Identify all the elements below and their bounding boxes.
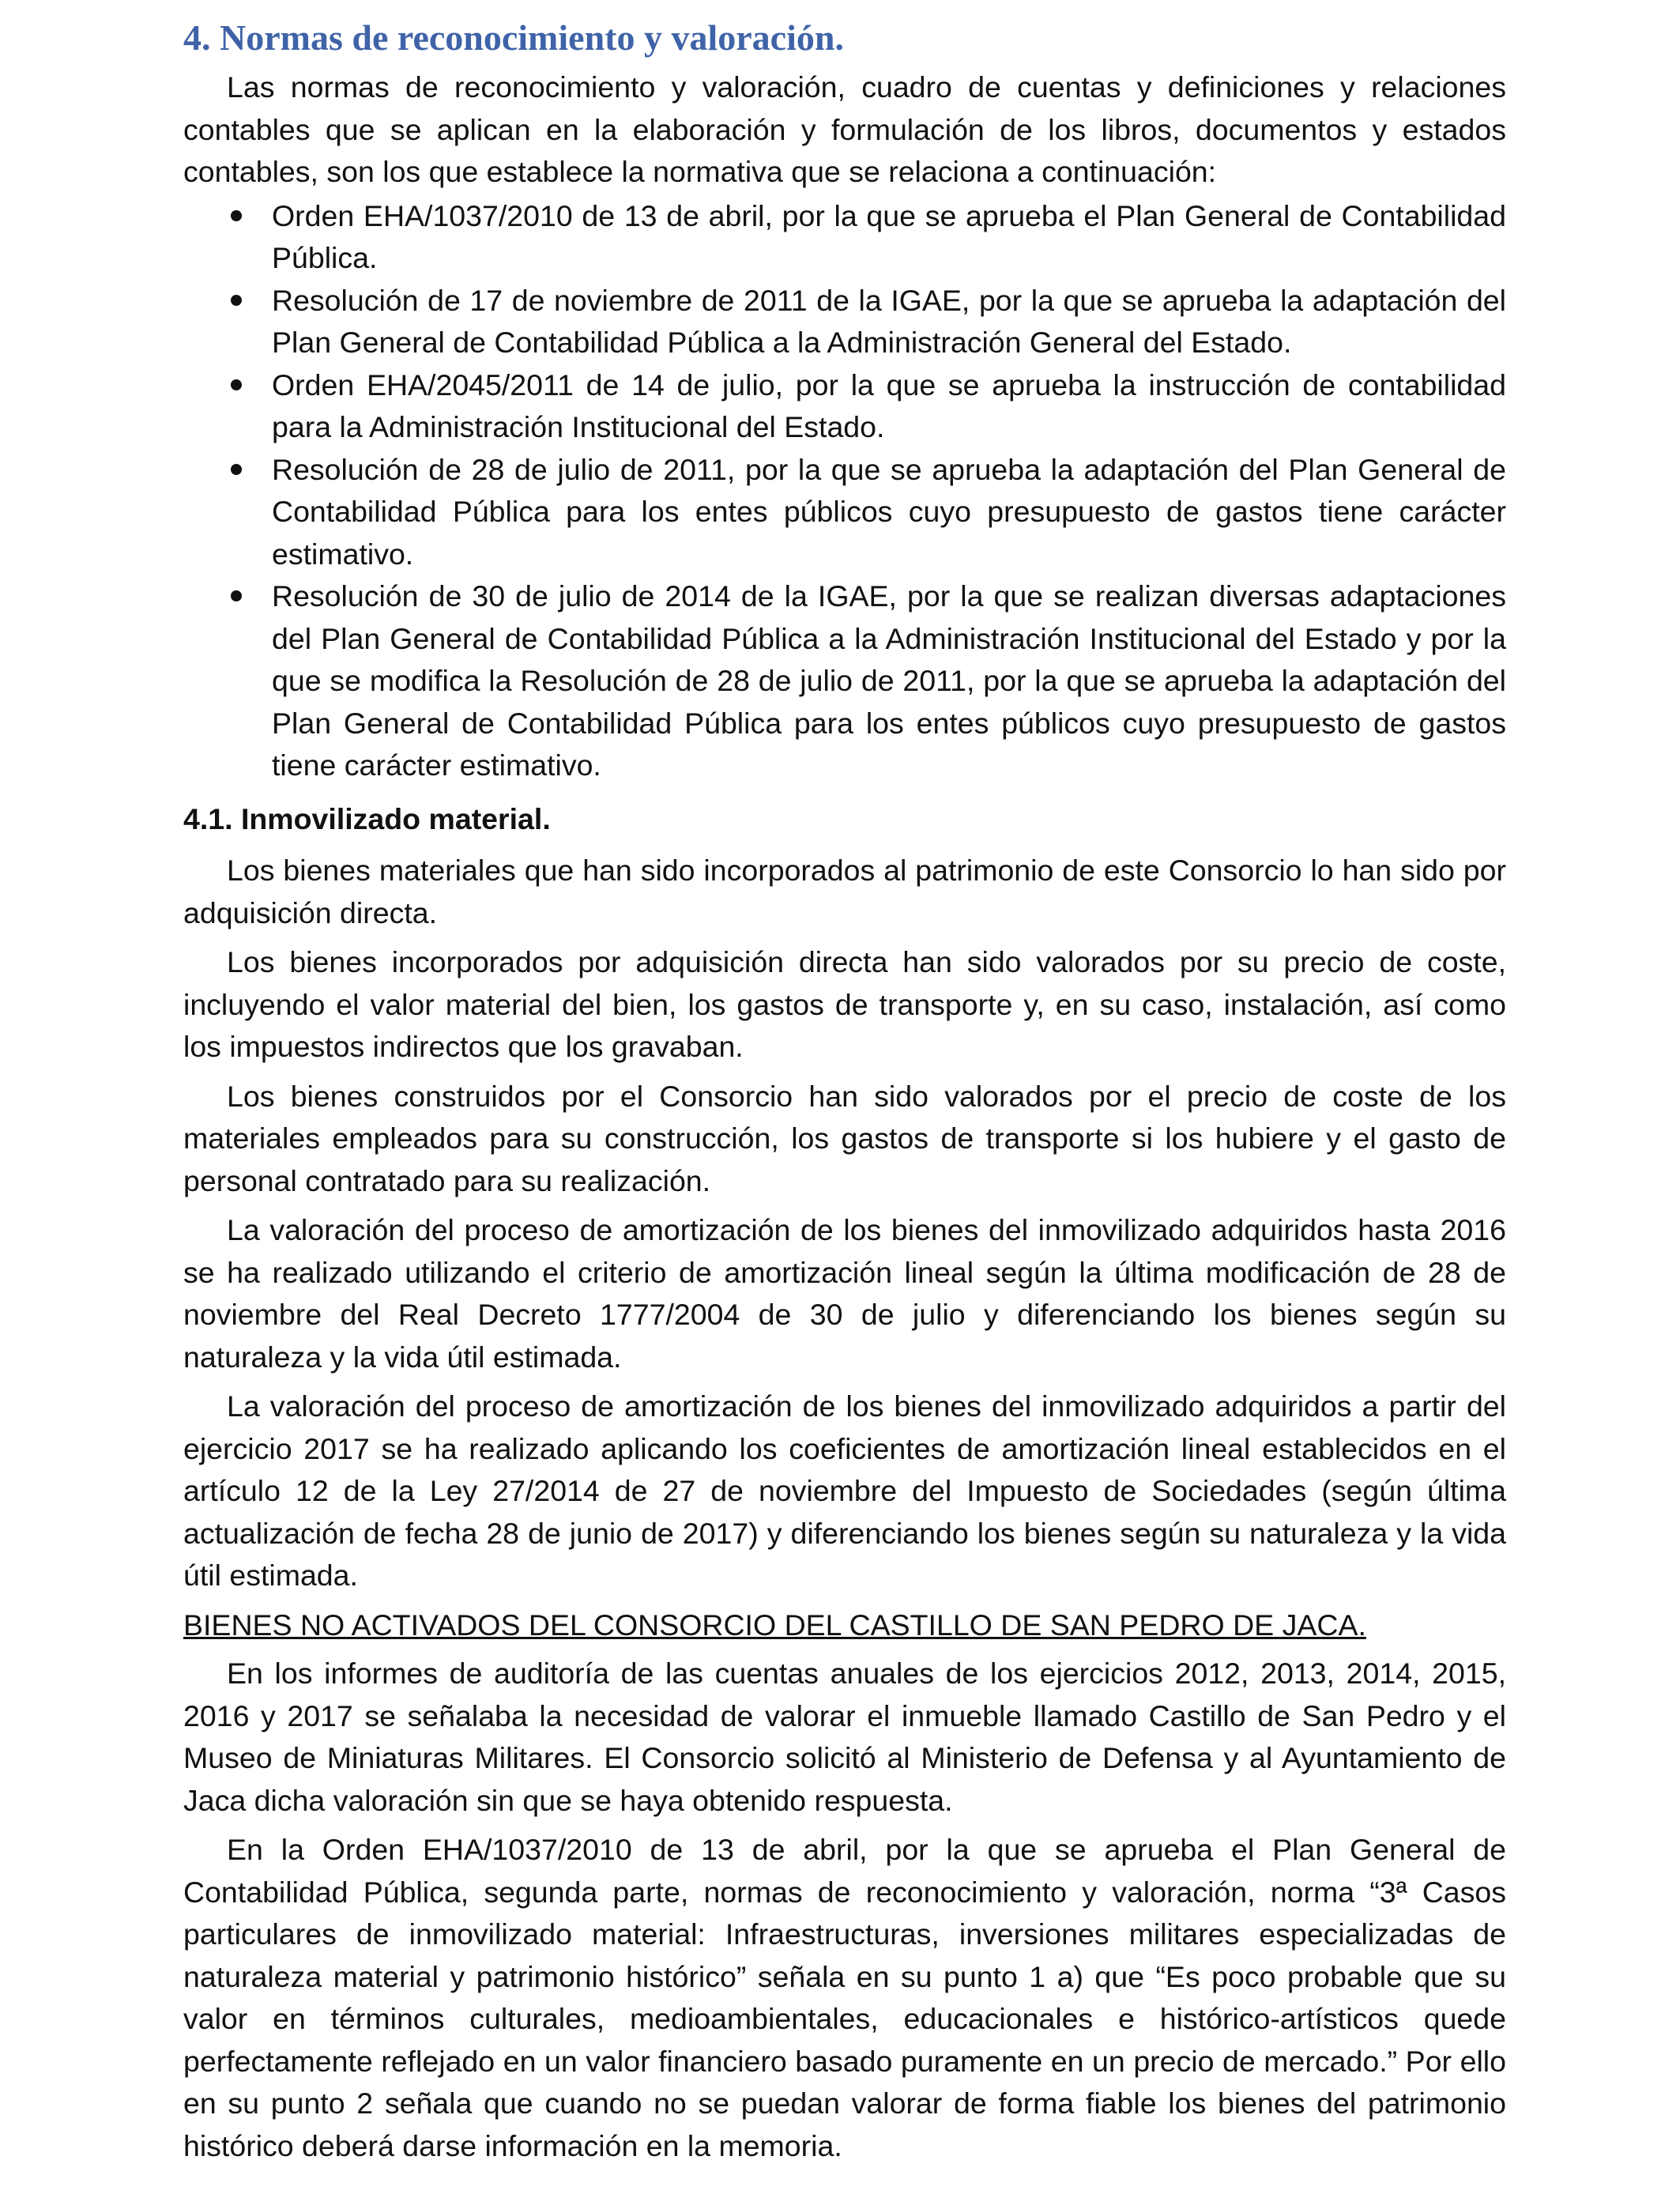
section-title: 4. Normas de reconocimiento y valoración. xyxy=(183,17,844,58)
regulation-item xyxy=(183,195,1506,280)
subsection-title: 4.1. Inmovilizado material. xyxy=(183,801,551,835)
bullet-icon xyxy=(231,379,242,390)
unactivated-heading: BIENES NO ACTIVADOS DEL CONSORCIO DEL CASTILLO DE SAN PEDRO DE JACA. xyxy=(183,1608,1366,1642)
regulation-text: Orden EHA/1037/2010 de 13 de abril, por la que se aprueba el Plan General de Contabilidad Pública. xyxy=(272,198,1506,274)
regulations-list xyxy=(183,195,1506,787)
bullet-icon xyxy=(231,210,242,221)
paragraph: Los bienes materiales que han sido incorporados al patrimonio de este Consorcio lo han sido por adquisición directa. xyxy=(183,854,1506,929)
paragraph: Los bienes construidos por el Consorcio han sido valorados por el precio de coste de los materiales empleados para su construcción, los gastos de transporte si los hubiere y el gasto de personal contratado para su realización. xyxy=(183,1079,1506,1197)
document-page xyxy=(183,14,1506,2174)
paragraph: Los bienes incorporados por adquisición directa han sido valorados por su precio de coste, incluyendo el valor material del bien, los gastos de transporte y, en su caso, instalación, así como los impuestos indirectos que los gravaban. xyxy=(183,945,1506,1063)
regulation-text: Orden EHA/2045/2011 de 14 de julio, por la que se aprueba la instrucción de contabilidad para la Administración Institucional del Estado. xyxy=(272,368,1506,443)
bullet-icon xyxy=(231,590,242,601)
bullet-icon xyxy=(231,464,242,475)
regulation-text: Resolución de 30 de julio de 2014 de la IGAE, por la que se realizan diversas adaptaciones del Plan General de Contabilidad Pública a la Administración Institucional del Estado y por la que se modifica la Resolución de 28 de julio de 2011, por la que se aprueba la adaptación del Plan General de Contabilidad Pública para los entes públicos cuyo presupuesto de gastos tiene carácter estimativo. xyxy=(272,579,1506,782)
regulation-item xyxy=(183,449,1506,576)
regulation-item xyxy=(183,364,1506,449)
intro-paragraph: Las normas de reconocimiento y valoración, cuadro de cuentas y definiciones y relaciones contables que se aplican en la elaboración y formulación de los libros, documentos y estados contables, son los que establece la normativa que se relaciona a continuación: xyxy=(183,70,1506,188)
paragraph: La valoración del proceso de amortización de los bienes del inmovilizado adquiridos hasta 2016 se ha realizado utilizando el criterio de amortización lineal según la última modificación de 28 de noviembre del Real Decreto 1777/2004 de 30 de julio y diferenciando los bienes según su naturaleza y la vida útil estimada. xyxy=(183,1213,1506,1374)
regulation-text: Resolución de 28 de julio de 2011, por la que se aprueba la adaptación del Plan General de Contabilidad Pública para los entes públicos cuyo presupuesto de gastos tiene carácter estimativo. xyxy=(272,452,1506,571)
regulation-item xyxy=(183,575,1506,787)
bullet-icon xyxy=(231,295,242,306)
paragraph: En la Orden EHA/1037/2010 de 13 de abril, por la que se aprueba el Plan General de Contabilidad Pública, segunda parte, normas de reconocimiento y valoración, norma “3ª Casos particulares de inmovilizado material: Infraestructuras, inversiones militares especializadas de naturaleza material y patrimonio histórico” señala en su punto 1 a) que “Es poco probable que su valor en términos culturales, medioambientales, educacionales e histórico-artísticos quede perfectamente reflejado en un valor financiero basado puramente en un precio de mercado.” Por ello en su punto 2 señala que cuando no se puedan valorar de forma fiable los bienes del patrimonio histórico deberá darse información en la memoria. xyxy=(183,1833,1506,2162)
paragraph: En los informes de auditoría de las cuentas anuales de los ejercicios 2012, 2013, 2014, 2015, 2016 y 2017 se señalaba la necesidad de valorar el inmueble llamado Castillo de San Pedro y el Museo de Miniaturas Militares. El Consorcio solicitó al Ministerio de Defensa y al Ayuntamiento de Jaca dicha valoración sin que se haya obtenido respuesta. xyxy=(183,1657,1506,1817)
paragraph: La valoración del proceso de amortización de los bienes del inmovilizado adquiridos a partir del ejercicio 2017 se ha realizado aplicando los coeficientes de amortización lineal establecidos en el artículo 12 de la Ley 27/2014 de 27 de noviembre del Impuesto de Sociedades (según última actualización de fecha 28 de junio de 2017) y diferenciando los bienes según su naturaleza y la vida útil estimada. xyxy=(183,1389,1506,1592)
regulation-text: Resolución de 17 de noviembre de 2011 de la IGAE, por la que se aprueba la adaptación del Plan General de Contabilidad Pública a la Administración General del Estado. xyxy=(272,283,1506,359)
regulation-item xyxy=(183,280,1506,364)
